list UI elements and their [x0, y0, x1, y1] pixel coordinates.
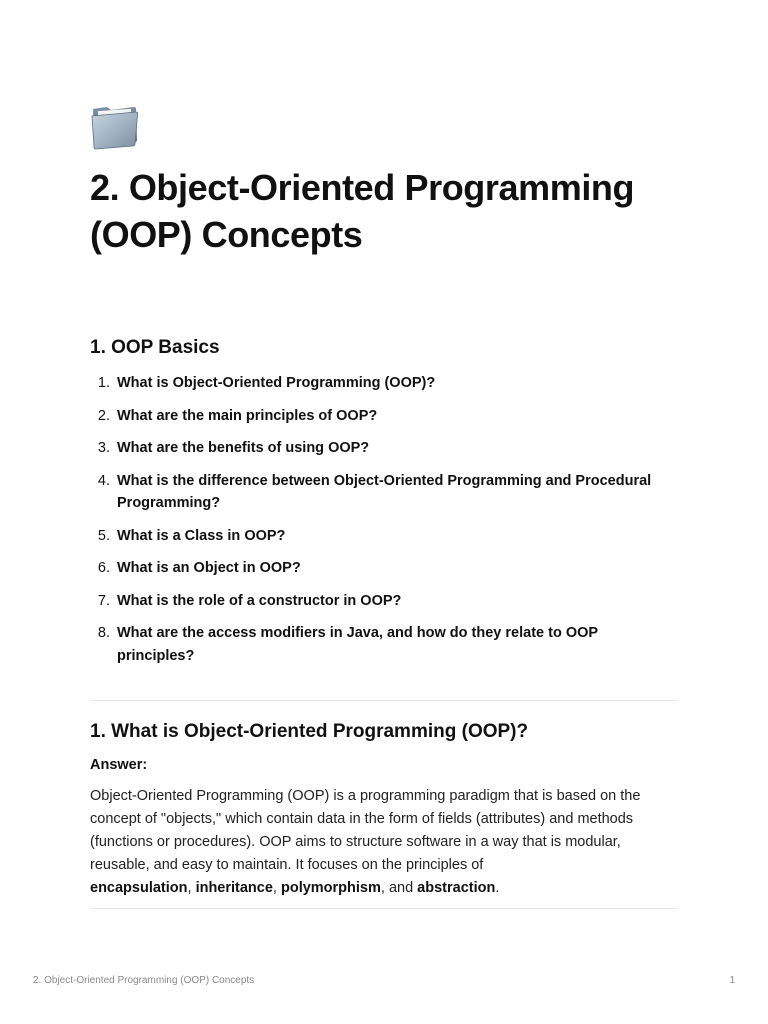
question-item [90, 470, 678, 515]
answer-label: Answer: [90, 757, 148, 773]
term-encapsulation: encapsulation [90, 880, 188, 896]
question-item [90, 525, 678, 548]
sentence-end: . [495, 880, 500, 896]
question-number: 3. [97, 440, 110, 456]
question-text: What is a Class in OOP? [117, 527, 286, 544]
question-item [90, 557, 678, 580]
question-item [90, 590, 678, 613]
question-number: 2. [97, 407, 110, 424]
separator: , [187, 880, 196, 896]
term-polymorphism: polymorphism [280, 880, 381, 896]
question-text: What are the main principles of OOP? [117, 407, 378, 424]
question-item [90, 437, 678, 460]
question-text: What is the role of a constructor in OOP? [117, 592, 402, 609]
separator: , and [380, 880, 418, 896]
question-text: What is the difference between Object-Oriented Programming and Procedural Programming? [117, 472, 652, 511]
question-number: 5. [97, 527, 110, 544]
question-list [90, 372, 678, 667]
footer-document-title: 2. Object-Oriented Programming (OOP) Concepts [33, 975, 255, 986]
term-inheritance: inheritance [195, 880, 273, 896]
separator: , [272, 880, 281, 896]
question-number: 8. [97, 625, 110, 641]
divider [90, 700, 678, 701]
question-text: What is an Object in OOP? [117, 560, 301, 576]
question-number: 7. [97, 592, 110, 609]
answer-body-text: Object-Oriented Programming (OOP) is a programming paradigm that is based on the concept of "objects," which contain data in the form of fields (attributes) and methods (functions or procedures). OOP aims to structure software in a way that is modular, reusable, and easy to maintain. It focuses on the principles of [90, 788, 641, 873]
term-abstraction: abstraction [417, 880, 496, 896]
question-item [90, 405, 678, 428]
question-text: What is Object-Oriented Programming (OOP)? [117, 375, 436, 391]
question-number: 4. [97, 472, 110, 489]
answer-paragraph [90, 785, 678, 900]
question-number: 1. [97, 375, 110, 391]
answer-heading: 1. What is Object-Oriented Programming (OOP)? [90, 721, 529, 742]
question-text: What are the access modifiers in Java, and how do they relate to OOP principles? [117, 625, 598, 664]
section-heading-oop-basics: 1. OOP Basics [90, 337, 220, 358]
document-page [90, 100, 678, 909]
footer-page-number: 1 [729, 975, 735, 986]
question-text: What are the benefits of using OOP? [117, 440, 370, 456]
folder-icon [90, 100, 140, 150]
question-item [90, 372, 678, 395]
question-item [90, 622, 678, 667]
page-title: 2. Object-Oriented Programming (OOP) Concepts [90, 167, 635, 255]
question-number: 6. [97, 560, 110, 576]
divider [90, 908, 678, 909]
